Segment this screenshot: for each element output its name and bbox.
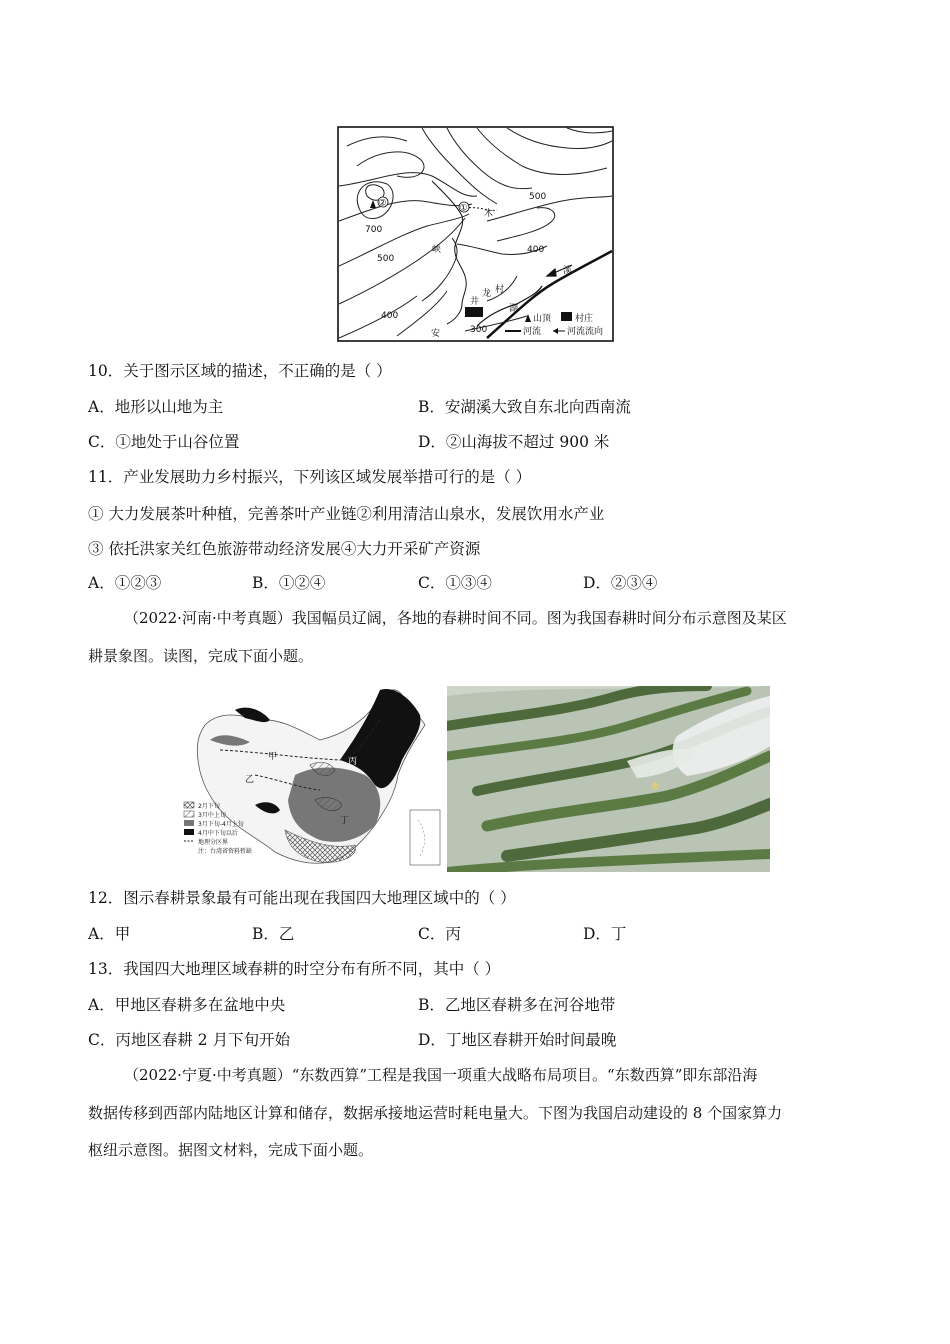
q13-option-c: C．丙地区春耕 2 月下旬开始 (88, 1031, 291, 1049)
q13-stem: 13．我国四大地理区域春耕的时空分布有所不同，其中（ ） (88, 960, 501, 978)
china-spring-plough-map (180, 680, 442, 872)
q13-option-b: B．乙地区春耕多在河谷地带 (418, 996, 616, 1014)
label-an: 安 (431, 329, 441, 339)
label-long: 龙 (482, 289, 492, 299)
intro3-line-3: 枢纽示意图。据图文材料，完成下面小题。 (88, 1141, 374, 1159)
contour-400-b: 400 (381, 311, 399, 321)
point-1-label: ① (459, 203, 468, 214)
contour-500-a: 500 (529, 192, 547, 202)
region-ding: 丁 (340, 816, 350, 826)
q10-stem: 10．关于图示区域的描述，不正确的是（ ） (88, 362, 392, 380)
contour-400-a: 400 (527, 245, 545, 255)
q11-stem: 11．产业发展助力乡村振兴，下列该区域发展举措可行的是（ ） (88, 468, 532, 486)
legend-river: 河流 (523, 327, 542, 337)
contour-500-b: 500 (377, 254, 395, 264)
intro2-line-1: （2022·河南·中考真题）我国幅员辽阔，各地的春耕时间不同。图为我国春耕时间分布示意图及某区 (124, 609, 787, 627)
q11-option-a: A．①②③ (88, 574, 162, 592)
legend2-4: 地理分区界 (198, 839, 229, 846)
q13-option-a: A．甲地区春耕多在盆地中央 (88, 996, 286, 1014)
legend-peak: 山顶 (533, 314, 552, 324)
intro2-line-2: 耕景象图。读图，完成下面小题。 (88, 647, 314, 665)
q12-option-d: D．丁 (583, 925, 627, 943)
intro3-line-2: 数据传移到西部内陆地区计算和储存，数据承接地运营时耗电量大。下图为我国启动建设的 8 个国家算力 (88, 1104, 783, 1122)
legend2-1: 3月中上旬 (198, 812, 226, 819)
region-bing: 丙 (348, 757, 358, 767)
q10-option-b: B．安湖溪大致自东北向西南流 (418, 398, 631, 416)
label-cun: 村 (495, 285, 505, 295)
legend2-0: 2月下旬 (198, 803, 220, 810)
q10-option-c: C．①地处于山谷位置 (88, 433, 240, 451)
label-mu: 木 (484, 209, 494, 219)
q11-statement-2: ③ 依托洪家关红色旅游带动经济发展④大力开采矿产资源 (88, 540, 481, 558)
terraced-fields-photo (447, 686, 770, 872)
q11-option-b: B．①②④ (252, 574, 326, 592)
q12-option-c: C．丙 (418, 925, 461, 943)
contour-map (337, 126, 614, 342)
legend2-2: 3月下旬-4月上旬 (198, 821, 244, 828)
point-2-label: ② (378, 198, 387, 209)
legend-flow: 河流流向 (567, 327, 604, 337)
q13-option-d: D．丁地区春耕开始时间最晚 (418, 1031, 617, 1049)
q11-option-c: C．①③④ (418, 574, 492, 592)
q10-option-a: A．地形以山地为主 (88, 398, 224, 416)
legend2-5: 注：台湾省资料暂缺 (198, 848, 253, 855)
q12-option-a: A．甲 (88, 925, 131, 943)
label-xi: 溪 (563, 266, 573, 276)
region-jia: 甲 (268, 752, 278, 762)
q11-option-d: D．②③④ (583, 574, 658, 592)
village-marker (465, 307, 483, 317)
q12-stem: 12．图示春耕景象最有可能出现在我国四大地理区域中的（ ） (88, 889, 516, 907)
region-yi: 乙 (245, 775, 255, 785)
legend-village: 村庄 (575, 314, 594, 324)
intro3-line-1: （2022·宁夏·中考真题）“东数西算”工程是我国一项重大战略布局项目。“东数西算”即东部沿海 (124, 1066, 758, 1084)
contour-700: 700 (365, 225, 383, 235)
q12-option-b: B．乙 (252, 925, 295, 943)
label-jing: 井 (470, 297, 480, 307)
contour-300: 300 (470, 325, 488, 335)
legend2-3: 4月中下旬以后 (198, 830, 238, 837)
label-hu: 湖 (509, 304, 519, 314)
q11-statement-1: ① 大力发展茶叶种植，完善茶叶产业链②利用清洁山泉水，发展饮用水产业 (88, 505, 605, 523)
label-xia: 峡 (432, 245, 442, 255)
q10-option-d: D．②山海拔不超过 900 米 (418, 433, 610, 451)
